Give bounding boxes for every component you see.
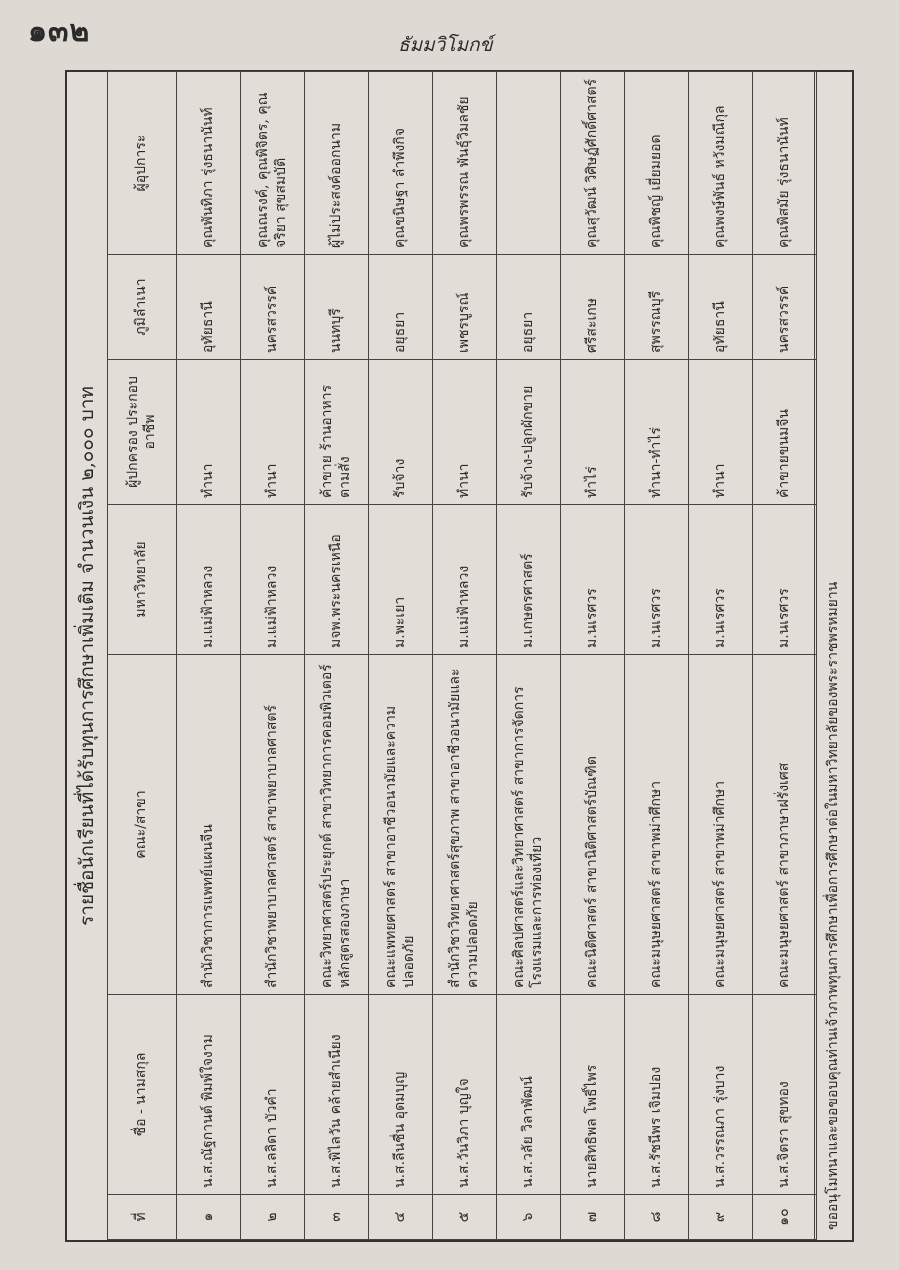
table-row bbox=[561, 72, 625, 1240]
cell-sponsor: คุณพิสมัย รุ่งธนานันท์ bbox=[753, 72, 817, 255]
cell-occupation: ค้าขาย ร้านอาหารตามสั่ง bbox=[305, 360, 369, 505]
cell-occupation: ค้าขายขนมจีน bbox=[753, 360, 817, 505]
cell-sponsor: คุณขนิษฐา ลำพึงกิจ bbox=[369, 72, 433, 255]
table-row bbox=[369, 72, 433, 1240]
table-row bbox=[177, 72, 241, 1240]
table-row bbox=[433, 72, 497, 1240]
cell-no: ๑๐ bbox=[753, 1195, 817, 1240]
cell-hometown: อยุธยา bbox=[497, 255, 561, 360]
cell-occupation: ทำนา-ทำไร่ bbox=[625, 360, 689, 505]
cell-hometown: อุทัยธานี bbox=[177, 255, 241, 360]
cell-university: ม.นเรศวร bbox=[625, 505, 689, 655]
cell-no: ๔ bbox=[369, 1195, 433, 1240]
cell-name: น.ส.ลลิดา บัวคำ bbox=[241, 995, 305, 1195]
header-university: มหาวิทยาลัย bbox=[108, 505, 177, 655]
header-hometown: ภูมิลำเนา bbox=[108, 255, 177, 360]
cell-occupation: ทำนา bbox=[177, 360, 241, 505]
header-name: ชื่อ - นามสกุล bbox=[108, 995, 177, 1195]
running-header: ธัมมวิโมกข์ bbox=[398, 34, 493, 56]
cell-name: น.ส.ณัฐกานต์ พิมพ์ใจงาม bbox=[177, 995, 241, 1195]
header-parent-occupation: ผู้ปกครอง ประกอบอาชีพ bbox=[108, 360, 177, 505]
header-faculty: คณะ/สาขา bbox=[108, 655, 177, 995]
scholarship-table bbox=[107, 71, 817, 1240]
cell-faculty: คณะวิทยาศาสตร์ประยุกต์ สาขาวิทยาการคอมพิวเตอร์ หลักสูตรสองภาษา bbox=[305, 655, 369, 995]
cell-name: น.ส.วันวิภา บุญใจ bbox=[433, 995, 497, 1195]
cell-occupation: รับจ้าง-ปลูกผักขาย bbox=[497, 360, 561, 505]
cell-name: น.ส.พิไลวัน คล้ายสำเนียง bbox=[305, 995, 369, 1195]
cell-hometown: อุทัยธานี bbox=[689, 255, 753, 360]
cell-faculty: คณะมนุษยศาสตร์ สาขาพม่าศึกษา bbox=[689, 655, 753, 995]
cell-university: ม.แม่ฟ้าหลวง bbox=[177, 505, 241, 655]
cell-occupation: ทำไร่ bbox=[561, 360, 625, 505]
cell-faculty: คณะมนุษยศาสตร์ สาขาพม่าศึกษา bbox=[625, 655, 689, 995]
cell-university: ม.แม่ฟ้าหลวง bbox=[433, 505, 497, 655]
cell-faculty: สำนักวิชาวิทยาศาสตร์สุขภาพ สาขาอาชีวอนามัยและความปลอดภัย bbox=[433, 655, 497, 995]
cell-occupation: ทำนา bbox=[241, 360, 305, 505]
cell-university: ม.แม่ฟ้าหลวง bbox=[241, 505, 305, 655]
cell-hometown: เพชรบูรณ์ bbox=[433, 255, 497, 360]
cell-name: น.ส.จิตรา สุขทอง bbox=[753, 995, 817, 1195]
cell-hometown: อยุธยา bbox=[369, 255, 433, 360]
cell-faculty: คณะนิติศาสตร์ สาขานิติศาสตร์บัณฑิต bbox=[561, 655, 625, 995]
page-number: ๑๓๒ bbox=[28, 14, 91, 49]
cell-sponsor: คุณพรพรรณ พันธุ์วิมลชัย bbox=[433, 72, 497, 255]
header-no: ที่ bbox=[108, 1195, 177, 1240]
table-row bbox=[241, 72, 305, 1240]
cell-sponsor: คุณณรงค์, คุณพิจิตร, คุณจริยา สุขสมบัติ bbox=[241, 72, 305, 255]
cell-university: ม.นเรศวร bbox=[561, 505, 625, 655]
cell-no: ๗ bbox=[561, 1195, 625, 1240]
cell-name: น.ส.วรรณภา รุ่งบาง bbox=[689, 995, 753, 1195]
cell-faculty: คณะศิลปศาสตร์และวิทยาศาสตร์ สาขาการจัดการโรงแรมและการท่องเที่ยว bbox=[497, 655, 561, 995]
cell-name: น.ส.วลัย วิลาพัฒน์ bbox=[497, 995, 561, 1195]
table-header-row bbox=[108, 72, 177, 1240]
cell-no: ๙ bbox=[689, 1195, 753, 1240]
cell-faculty: สำนักวิชาการแพทย์แผนจีน bbox=[177, 655, 241, 995]
cell-faculty: คณะแพทยศาสตร์ สาขาอาชีวอนามัยและความปลอดภัย bbox=[369, 655, 433, 995]
table-row bbox=[305, 72, 369, 1240]
table-row bbox=[753, 72, 817, 1240]
cell-sponsor: คุณพงษ์พันธ์ หวังมณีกุล bbox=[689, 72, 753, 255]
cell-university: มจพ.พระนครเหนือ bbox=[305, 505, 369, 655]
cell-hometown: นนทบุรี bbox=[305, 255, 369, 360]
cell-hometown: สุพรรณบุรี bbox=[625, 255, 689, 360]
cell-no: ๓ bbox=[305, 1195, 369, 1240]
cell-name: นายสิทธิพล โพธิ์ไพร bbox=[561, 995, 625, 1195]
cell-university: ม.นเรศวร bbox=[689, 505, 753, 655]
table-row bbox=[497, 72, 561, 1240]
table-title: รายชื่อนักเรียนที่ได้รับทุนการศึกษาเพิ่มเติม จำนวนเงิน ๒,๐๐๐ บาท bbox=[76, 386, 98, 926]
table-row bbox=[625, 72, 689, 1240]
cell-sponsor bbox=[497, 72, 561, 255]
rotated-content bbox=[67, 72, 852, 1240]
cell-faculty: คณะมนุษยศาสตร์ สาขาภาษาฝรั่งเศส bbox=[753, 655, 817, 995]
cell-occupation: ทำนา bbox=[689, 360, 753, 505]
cell-no: ๑ bbox=[177, 1195, 241, 1240]
cell-no: ๕ bbox=[433, 1195, 497, 1240]
cell-name: น.ส.ลีนชื่น อุดมบุญ bbox=[369, 995, 433, 1195]
cell-sponsor: คุณพิชญ์ เยี่ยมยอด bbox=[625, 72, 689, 255]
cell-university: ม.เกษตรศาสตร์ bbox=[497, 505, 561, 655]
cell-no: ๒ bbox=[241, 1195, 305, 1240]
cell-occupation: ทำนา bbox=[433, 360, 497, 505]
cell-sponsor: คุณสุวัฒน์ วิศิษฏ์ศักดิ์ศาสตร์ bbox=[561, 72, 625, 255]
cell-occupation: รับจ้าง bbox=[369, 360, 433, 505]
cell-faculty: สำนักวิชาพยาบาลศาสตร์ สาขาพยาบาลศาสตร์ bbox=[241, 655, 305, 995]
cell-university: ม.พะเยา bbox=[369, 505, 433, 655]
table-frame bbox=[65, 70, 854, 1242]
cell-hometown: นครสวรรค์ bbox=[753, 255, 817, 360]
cell-sponsor: ผู้ไม่ประสงค์ออกนาม bbox=[305, 72, 369, 255]
header-sponsor: ผู้อุปการะ bbox=[108, 72, 177, 255]
cell-sponsor: คุณพันทิภา รุ่งธนานันท์ bbox=[177, 72, 241, 255]
cell-no: ๖ bbox=[497, 1195, 561, 1240]
cell-hometown: นครสวรรค์ bbox=[241, 255, 305, 360]
cell-name: น.ส.รัชนีพร เจิมปอง bbox=[625, 995, 689, 1195]
footnote: ขออนุโมทนาและขอขอบคุณท่านเจ้าภาพทุนการศึกษาเพื่อการศึกษาต่อในมหาวิทยาลัยของพระราชพรหมยาน bbox=[814, 72, 852, 1240]
cell-hometown: ศรีสะเกษ bbox=[561, 255, 625, 360]
cell-no: ๘ bbox=[625, 1195, 689, 1240]
table-row bbox=[689, 72, 753, 1240]
cell-university: ม.นเรศวร bbox=[753, 505, 817, 655]
